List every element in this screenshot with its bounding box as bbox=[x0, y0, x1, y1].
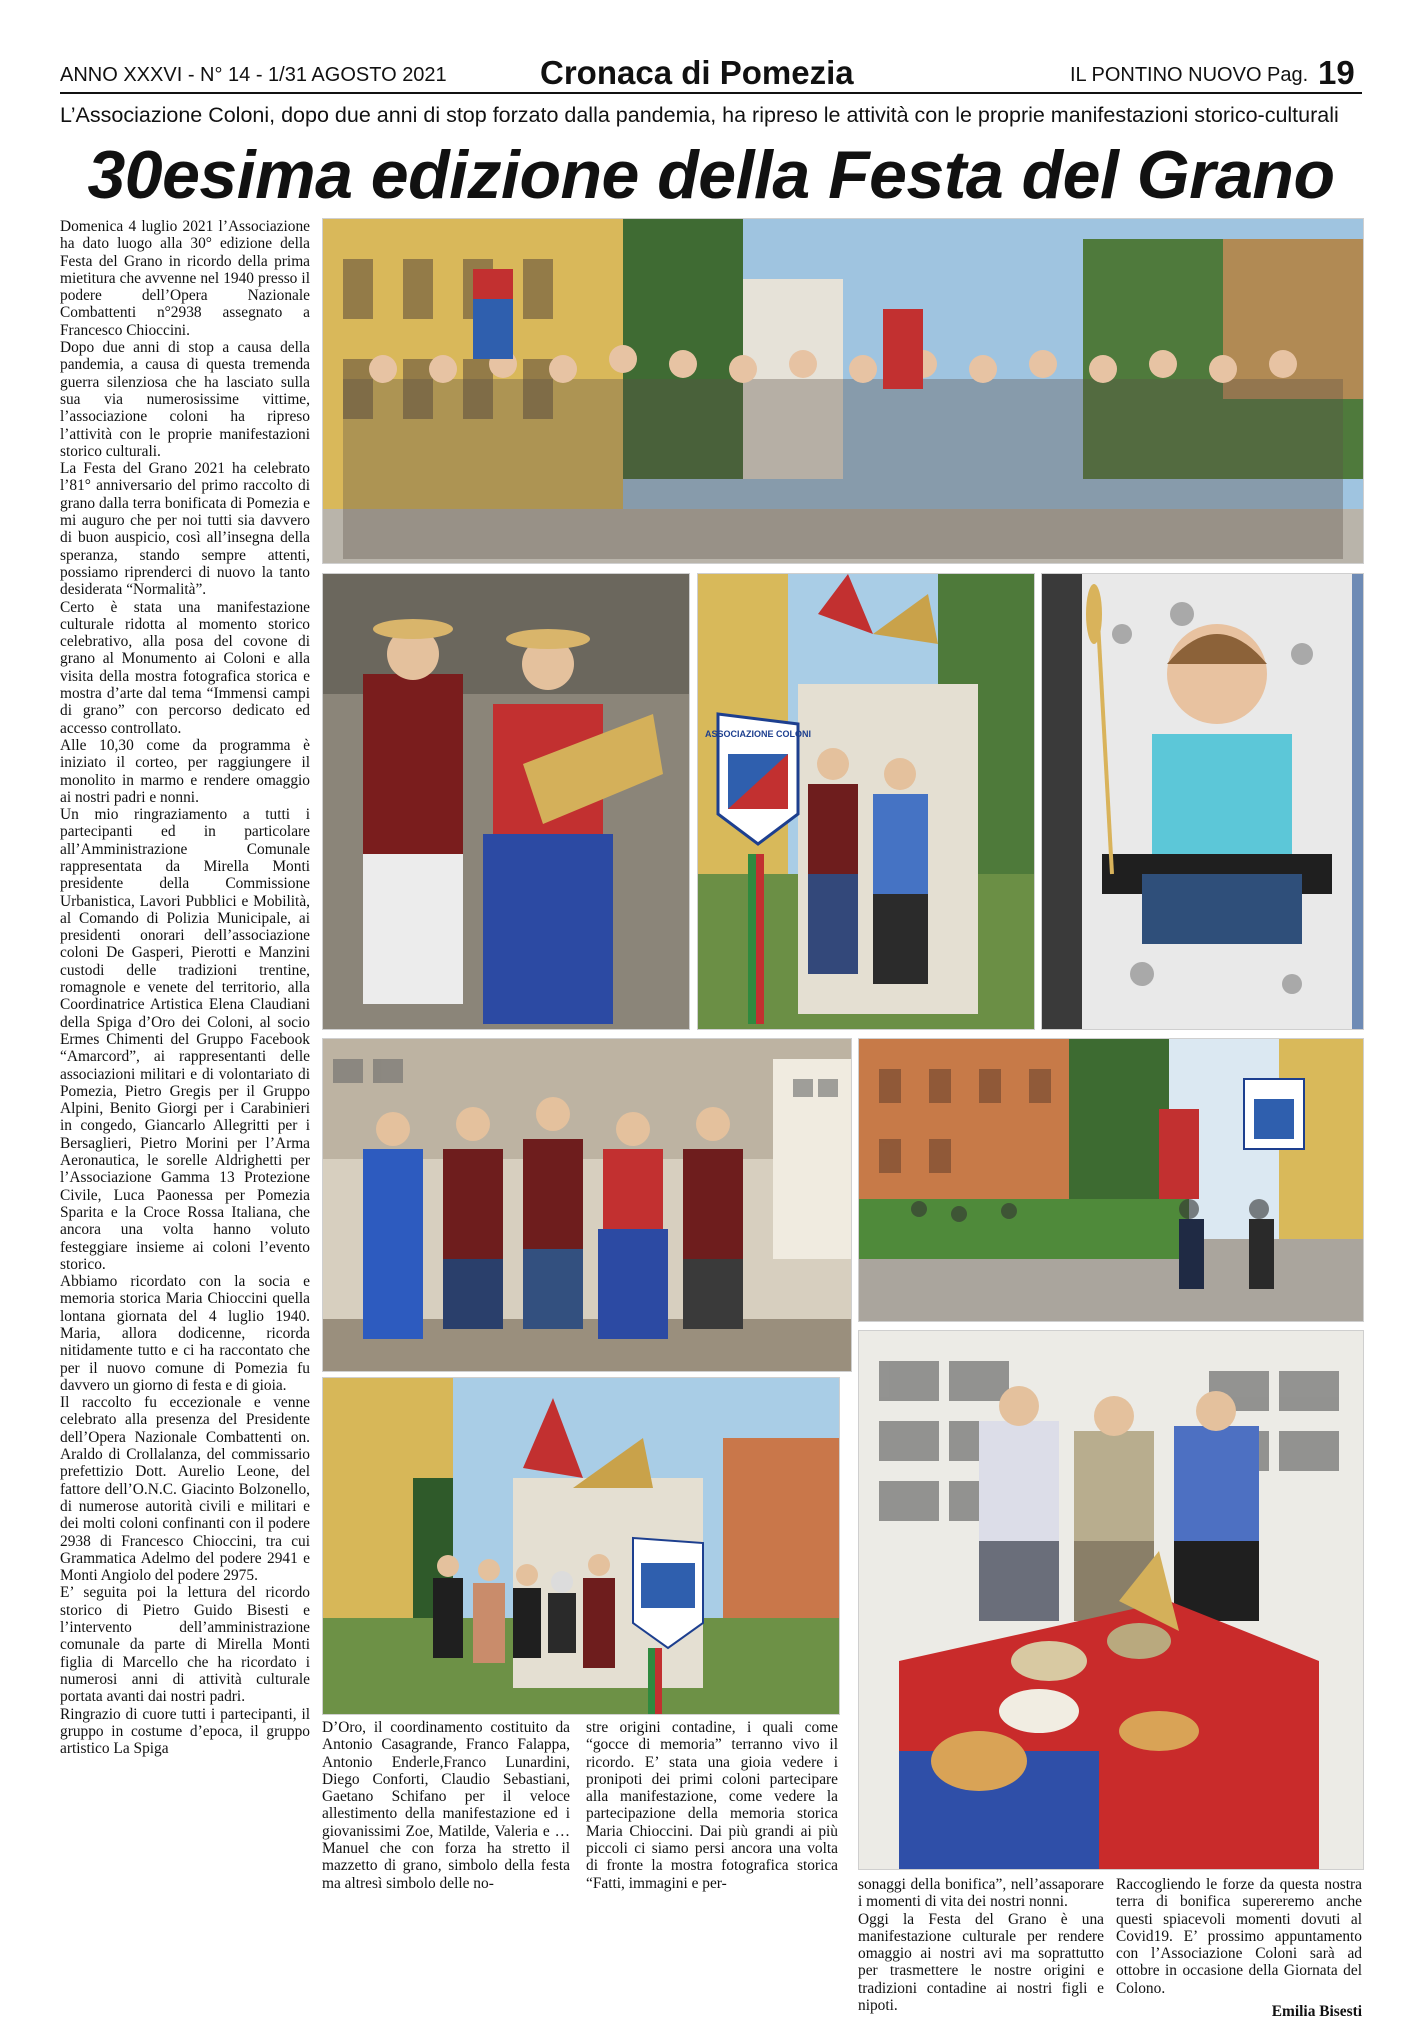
banner-label: ASSOCIAZIONE COLONI bbox=[704, 729, 812, 739]
paragraph: La Festa del Grano 2021 ha celebrato l’81° anniversario del primo raccolto di grano dalla terra bonificata di Pomezia e mi auguro che per noi tutti sia davvero di buon auspicio, così all’insegna della speranza, stando sempre attenti, possiamo riprenderci di nuovo la tanto desiderata “Normalità”. bbox=[60, 460, 310, 599]
photo-exhibition-grain-table bbox=[858, 1330, 1364, 1870]
publication-name: IL PONTINO NUOVO Pag. bbox=[1070, 64, 1309, 86]
photo-procession-banners bbox=[858, 1038, 1364, 1322]
paragraph: Un mio ringraziamento a tutti i partecipanti ed in particolare all’Amministrazione Comunale rappresentata da Mirella Monti presidente della Commissione Urbanistica, Lavori Pubblici e Mobilità, al Comando di Polizia Municipale, ai presidenti onorari dell’associazione coloni De Gasperi, Pierotti e Manzini custodi delle tradizioni trentine, romagnole e venete del territorio, alla Coordinatrice Artistica Elena Claudiani della Spiga d’Oro dei Coloni, al socio Ermes Chimenti del Gruppo Facebook “Amarcord”, ai rappresentanti delle associazioni militari e di volontariato di Pomezia, Pietro Gregis per il Gruppo Alpini, Benito Giorgi per i Carabinieri in congedo, Giancarlo Allegritti per i Bersaglieri, Pietro Morini per l’Arma Aeronautica, le sorelle Aldrighetti per l’Associazione Gamma 13 Protezione Civile, Luca Paonessa per Pomezia Sparita e la Croce Rossa Italiana, che ancora una volta hanno voluto festeggiare insieme ai coloni l’evento storico. bbox=[60, 806, 310, 1273]
paragraph: sonaggi della bonifica”, nell’assaporare i momenti di vita dei nostri nonni. bbox=[858, 1876, 1104, 1911]
paragraph: Domenica 4 luglio 2021 l’Associazione ha dato luogo alla 30° edizione della Festa del Grano in ricordo della prima mietitura che avvenne nel 1940 presso il podere dell’Opera Nazionale Combattenti n°2938 assegnato a Francesco Chioccini. bbox=[60, 218, 310, 339]
issue-line: ANNO XXXVI - N° 14 - 1/31 AGOSTO 2021 bbox=[60, 64, 447, 86]
kicker: L’Associazione Coloni, dopo due anni di stop forzato dalla pandemia, ha ripreso le attività con le proprie manifestazioni storico-culturali bbox=[60, 103, 1339, 127]
photo-costume-group-exhibition bbox=[322, 1038, 852, 1372]
paragraph: Abbiamo ricordato con la socia e memoria storica Maria Chioccini quella lontana giornata del 4 luglio 1940. Maria, allora dodicenne, ricorda nitidamente tutto e ci ha raccontato che per il nuovo comune di Pomezia fu davvero un giorno di festa e di gioia. bbox=[60, 1273, 310, 1394]
section-title: Cronaca di Pomezia bbox=[540, 54, 854, 91]
article-column-3 bbox=[586, 1719, 838, 1892]
photo-monument-dignitaries bbox=[322, 1377, 840, 1715]
paragraph: Alle 10,30 come da programma è iniziato il corteo, per raggiungere il monolito in marmo e rendere omaggio ai nostri padri e nonni. bbox=[60, 736, 310, 806]
headline: 30esima edizione della Festa del Grano bbox=[87, 137, 1335, 213]
article-column-2 bbox=[322, 1719, 570, 1892]
paragraph: Ringrazio di cuore tutti i partecipanti, il gruppo in costume d’epoca, il gruppo artistico La Spiga bbox=[60, 1705, 310, 1758]
paragraph: Oggi la Festa del Grano è una manifestazione culturale per rendere omaggio ai nostri avi ma soprattutto per trasmettere le nostre origini e tradizioni contadine ai nostri figli e nipoti. bbox=[858, 1910, 1104, 2015]
article-column-4 bbox=[858, 1876, 1104, 2014]
photo-group-monument bbox=[322, 218, 1364, 564]
paragraph: Il raccolto fu eccezionale e venne celebrato alla presenza del Presidente dell’Opera Nazionale Combattenti on. Araldo di Crollalanza, del commissario prefettizio Dott. Aurelio Leone, del fattore dell’O.N.C. Giacinto Bolzonello, di numerose autorità civili e militari e dei molti coloni confinanti con il podere 2938 di Francesco Chioccini, tra cui Grammatica Adelmo del podere 2941 e Monti Angiolo del podere 2975. bbox=[60, 1394, 310, 1585]
photo-costume-couple bbox=[322, 573, 690, 1030]
author-signature: Emilia Bisesti bbox=[1271, 2003, 1362, 2020]
photo-monument-two-men bbox=[697, 573, 1035, 1030]
paragraph: E’ seguita poi la lettura del ricordo storico di Pietro Guido Bisesti e l’intervento dell’amministrazione comunale da parte di Mirella Monti figlia di Marcello che ha ricordato i numerosi anni di attività culturale portata avanti dai nostri padri. bbox=[60, 1584, 310, 1706]
header-rule bbox=[60, 92, 1362, 94]
paragraph: Raccogliendo le forze da questa nostra terra di bonifica supereremo anche questi spiacevoli momenti dovuti al Covid19. E’ prossimo appuntamento con l’Associazione Coloni sarà ad ottobre in occasione della Giornata del Colono. bbox=[1116, 1876, 1362, 1997]
paragraph: D’Oro, il coordinamento costituito da Antonio Casagrande, Franco Falappa, Antonio Enderle,Franco Lunardini, Diego Conforti, Claudio Sebastiani, Gaetano Schifano per il veloce allestimento della manifestazione ed i giovanissimi Zoe, Matilde, Valeria e … Manuel che con forza ha stretto il mazzetto di grano, simbolo della festa ma altresì simbolo delle no- bbox=[322, 1719, 570, 1892]
photo-child-with-grain bbox=[1041, 573, 1364, 1030]
page-number: 19 bbox=[1318, 54, 1355, 91]
article-column-1 bbox=[60, 218, 310, 1757]
paragraph: stre origini contadine, i quali come “gocce di memoria” terranno vivo il ricordo. E’ stata una gioia vedere i pronipoti dei primi coloni partecipare alla manifestazione, come vedere la partecipazione della memoria storica Maria Chioccini. Dai più grandi ai più piccoli ci siamo persi ancora una volta di fronte la mostra fotografica storica “Fatti, immagini e per- bbox=[586, 1719, 838, 1892]
paragraph: Dopo due anni di stop a causa della pandemia, a causa di questa tremenda guerra silenziosa che ha lasciato sulla sua via numerosissime vittime, l’associazione coloni ha ripreso l’attività con le proprie manifestazioni storico culturali. bbox=[60, 339, 310, 460]
article-column-5 bbox=[1116, 1876, 1362, 2020]
paragraph: Certo è stata una manifestazione culturale ridotta al momento storico celebrativo, alla posa del covone di grano al Monumento ai Coloni e alla visita della mostra fotografica storica e mostra d’arte dal tema “Immensi campi di grano” con percorso dedicato ed accesso controllato. bbox=[60, 598, 310, 737]
